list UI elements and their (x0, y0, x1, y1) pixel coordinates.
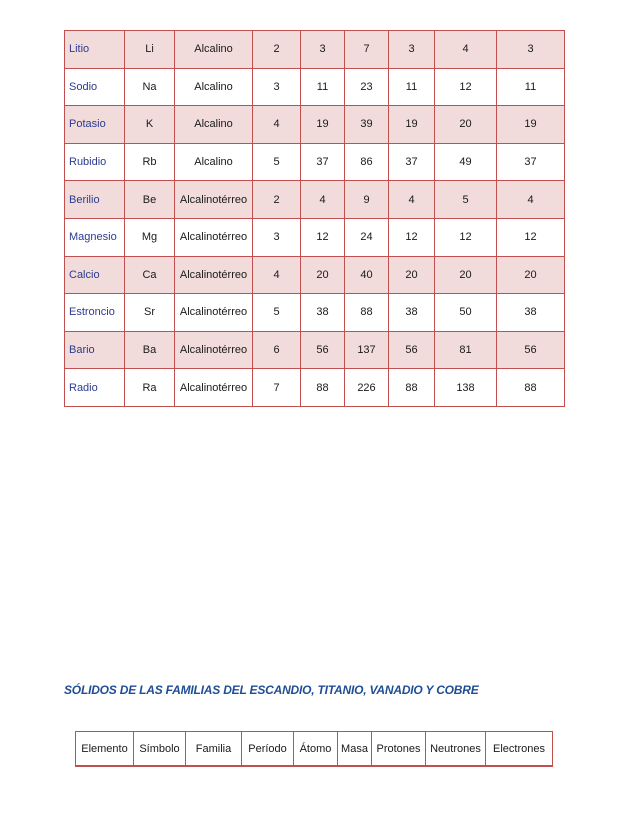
table-header-row (76, 732, 553, 767)
table-row (65, 181, 565, 219)
table-cell: Alcalino (175, 31, 253, 69)
table-cell: K (125, 106, 175, 144)
table-cell: 2 (253, 181, 301, 219)
table-cell: Radio (65, 369, 125, 407)
table-cell: Alcalino (175, 68, 253, 106)
table-row (65, 331, 565, 369)
table-cell: 37 (389, 143, 435, 181)
table-cell: Sr (125, 294, 175, 332)
table-cell: Sodio (65, 68, 125, 106)
table-cell: 138 (435, 369, 497, 407)
table-cell: 88 (497, 369, 565, 407)
table-cell: 19 (389, 106, 435, 144)
table-cell: 12 (301, 218, 345, 256)
column-header: Protones (372, 732, 426, 767)
table-cell: 11 (497, 68, 565, 106)
table-row (65, 143, 565, 181)
column-header: Familia (186, 732, 242, 767)
table-row (65, 31, 565, 69)
table-cell: Litio (65, 31, 125, 69)
table-cell: 2 (253, 31, 301, 69)
table-cell: 38 (497, 294, 565, 332)
table-cell: Alcalinotérreo (175, 218, 253, 256)
table-cell: 19 (497, 106, 565, 144)
table-cell: 3 (253, 68, 301, 106)
table-cell: 11 (301, 68, 345, 106)
table-cell: Alcalino (175, 106, 253, 144)
table-cell: 4 (253, 106, 301, 144)
table-cell: 37 (301, 143, 345, 181)
table-row (65, 106, 565, 144)
table-cell: Magnesio (65, 218, 125, 256)
table-row (65, 369, 565, 407)
table-cell: 4 (435, 31, 497, 69)
table-cell: Alcalinotérreo (175, 294, 253, 332)
table-cell: Berilio (65, 181, 125, 219)
table-cell: Estroncio (65, 294, 125, 332)
column-header: Átomo (294, 732, 338, 767)
table-cell: Alcalinotérreo (175, 256, 253, 294)
table-cell: 137 (345, 331, 389, 369)
table-cell: 56 (389, 331, 435, 369)
table-cell: 49 (435, 143, 497, 181)
table-cell: 5 (253, 143, 301, 181)
section-title: SÓLIDOS DE LAS FAMILIAS DEL ESCANDIO, TITANIO, VANADIO Y COBRE (64, 683, 479, 697)
table-cell: 20 (301, 256, 345, 294)
table-cell: Alcalino (175, 143, 253, 181)
table-cell: Bario (65, 331, 125, 369)
table-row (65, 256, 565, 294)
table-cell: 12 (435, 68, 497, 106)
table-cell: 7 (253, 369, 301, 407)
table-cell: 20 (389, 256, 435, 294)
table-cell: Calcio (65, 256, 125, 294)
table-cell: 56 (497, 331, 565, 369)
table-cell: 24 (345, 218, 389, 256)
table-cell: Rb (125, 143, 175, 181)
table-cell: 23 (345, 68, 389, 106)
column-header: Período (242, 732, 294, 767)
table-cell: Alcalinotérreo (175, 331, 253, 369)
table-cell: 20 (497, 256, 565, 294)
table-cell: Na (125, 68, 175, 106)
table-cell: 3 (301, 31, 345, 69)
table-cell: 5 (435, 181, 497, 219)
transition-elements-table (75, 731, 553, 767)
column-header: Neutrones (426, 732, 486, 767)
table-cell: 4 (389, 181, 435, 219)
table-cell: 88 (389, 369, 435, 407)
table-cell: 9 (345, 181, 389, 219)
table-cell: 88 (301, 369, 345, 407)
column-header: Masa (338, 732, 372, 767)
table-cell: 37 (497, 143, 565, 181)
table-row (65, 218, 565, 256)
table-cell: Li (125, 31, 175, 69)
table-cell: 7 (345, 31, 389, 69)
table-row (65, 294, 565, 332)
table-row (65, 68, 565, 106)
table-cell: Mg (125, 218, 175, 256)
alkali-elements-table (64, 30, 565, 407)
table-cell: Ca (125, 256, 175, 294)
table-cell: Be (125, 181, 175, 219)
table-cell: 20 (435, 106, 497, 144)
column-header: Elemento (76, 732, 134, 767)
table-cell: Rubidio (65, 143, 125, 181)
table-cell: 11 (389, 68, 435, 106)
table-cell: 12 (497, 218, 565, 256)
table-cell: 40 (345, 256, 389, 294)
table-cell: 38 (301, 294, 345, 332)
table-cell: 3 (497, 31, 565, 69)
column-header: Electrones (486, 732, 553, 767)
table-cell: 12 (389, 218, 435, 256)
table-cell: 86 (345, 143, 389, 181)
table-cell: 3 (253, 218, 301, 256)
column-header: Símbolo (134, 732, 186, 767)
table-cell: 20 (435, 256, 497, 294)
table-cell: 19 (301, 106, 345, 144)
table-cell: Ra (125, 369, 175, 407)
table-cell: 6 (253, 331, 301, 369)
table-cell: 81 (435, 331, 497, 369)
table-cell: 88 (345, 294, 389, 332)
table-cell: Alcalinotérreo (175, 369, 253, 407)
table-cell: 4 (301, 181, 345, 219)
table-cell: Potasio (65, 106, 125, 144)
table-cell: 56 (301, 331, 345, 369)
table-cell: Ba (125, 331, 175, 369)
table-cell: 226 (345, 369, 389, 407)
table-cell: 3 (389, 31, 435, 69)
table-cell: 39 (345, 106, 389, 144)
table-cell: Alcalinotérreo (175, 181, 253, 219)
table-cell: 38 (389, 294, 435, 332)
table-cell: 5 (253, 294, 301, 332)
table-cell: 12 (435, 218, 497, 256)
table-cell: 50 (435, 294, 497, 332)
table-cell: 4 (253, 256, 301, 294)
table-cell: 4 (497, 181, 565, 219)
